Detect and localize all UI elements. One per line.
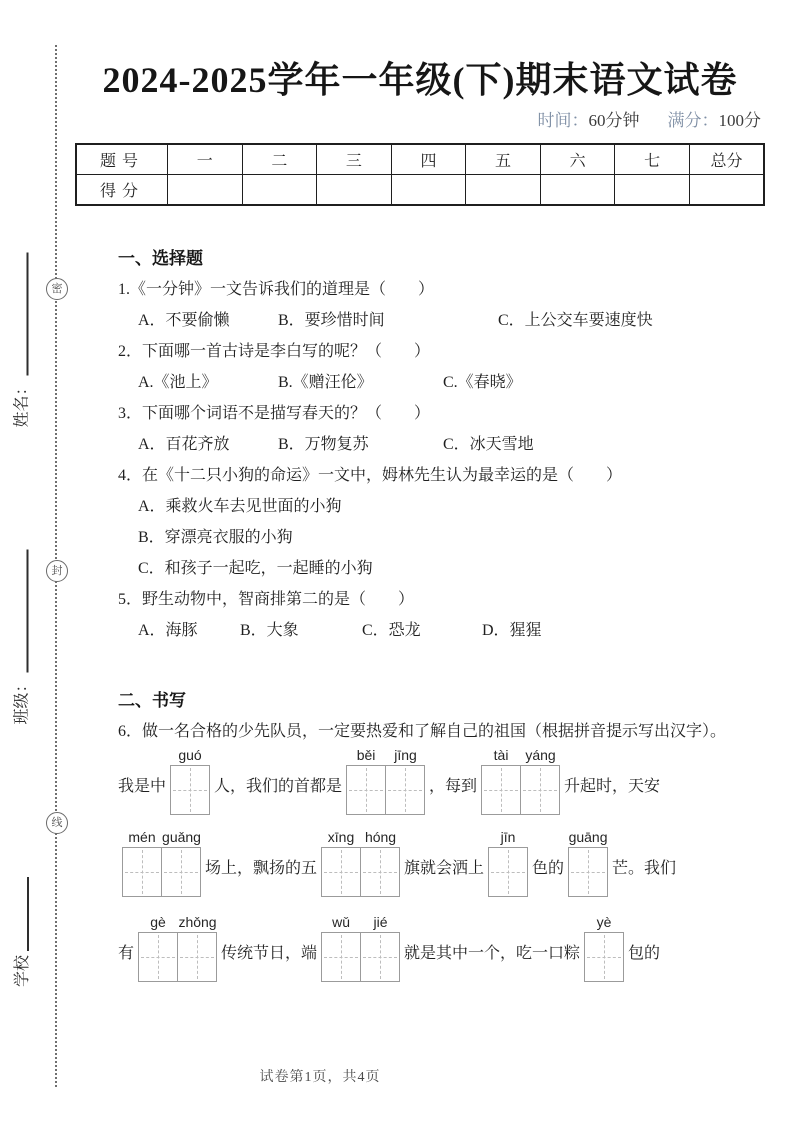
writing-line-text: 包的 — [628, 944, 661, 962]
score-row-label-cell: 得分 — [76, 174, 168, 205]
fullscore-value: 100分 — [718, 110, 761, 130]
question-6-stem: 6．做一名合格的少先队员，一定要热爱和了解自己的祖国（根据拼音提示写出汉字）。 — [118, 722, 727, 740]
writing-box — [481, 765, 521, 815]
writing-box-group — [481, 747, 560, 815]
name-field — [9, 253, 31, 428]
section2-heading: 二、书写 — [118, 690, 186, 710]
writing-box — [161, 847, 201, 897]
question-5-options — [138, 613, 765, 644]
pinyin-label: gè — [150, 913, 166, 930]
time-value: 60分钟 — [588, 110, 640, 130]
pinyin-label: guāng — [568, 828, 608, 845]
pinyin-label: jié — [373, 913, 388, 930]
writing-line-text: 有 — [118, 944, 135, 962]
time-label: 时间： — [537, 110, 589, 130]
score-table-column-8: 总分 — [689, 144, 764, 175]
writing-box-unit — [346, 747, 386, 815]
score-table-column-4: 四 — [391, 144, 466, 175]
school-blank-line — [12, 877, 29, 951]
seal-mark-xian: 线 — [46, 812, 68, 834]
pinyin-label: xīng — [327, 828, 355, 845]
writing-box — [321, 847, 361, 897]
writing-box — [584, 932, 624, 982]
seal-mark-mi: 密 — [46, 278, 68, 300]
question-1-option-1: A．不要偷懒 — [138, 311, 230, 329]
score-table-column-1: 一 — [168, 144, 243, 175]
pinyin-label: mén — [128, 828, 156, 845]
writing-box-group — [122, 829, 201, 897]
writing-box — [122, 847, 162, 897]
question-4-option-1: A．乘救火车去见世面的小狗 — [138, 497, 342, 515]
score-table-column-3: 三 — [317, 144, 392, 175]
writing-box — [568, 847, 608, 897]
writing-box-group — [321, 914, 400, 982]
writing-box — [488, 847, 528, 897]
pinyin-writing-area — [75, 747, 765, 982]
score-table-corner-cell: 题号 — [76, 144, 168, 175]
pinyin-label: zhǒng — [178, 913, 217, 930]
seal-mark-feng: 封 — [46, 560, 68, 582]
score-cell-3 — [317, 174, 392, 205]
writing-line-text: 就是其中一个，吃一口粽 — [404, 944, 581, 962]
writing-line-text: 升起时，天安 — [564, 777, 661, 795]
writing-box — [177, 932, 217, 982]
score-cell-1 — [168, 174, 243, 205]
writing-box-group — [321, 829, 400, 897]
score-table-column-7: 七 — [615, 144, 690, 175]
question-4-stem: 4．在《十二只小狗的命运》一文中，姆林先生认为最幸运的是（ ） — [118, 466, 623, 484]
pinyin-label: hóng — [364, 828, 397, 845]
writing-box-unit — [386, 747, 425, 815]
writing-box-unit — [361, 829, 400, 897]
question-1-option-2: B．要珍惜时间 — [278, 311, 385, 329]
score-cell-7 — [615, 174, 690, 205]
question-5-option-4: D．猩猩 — [482, 621, 542, 639]
pinyin-label: guó — [178, 746, 202, 763]
page-title: 2024-2025学年一年级(下)期末语文试卷 — [102, 60, 738, 100]
pinyin-label: wǔ — [332, 913, 350, 930]
writing-box — [520, 765, 560, 815]
writing-box-unit — [584, 914, 624, 982]
question-5-stem: 5．野生动物中，智商排第二的是（ ） — [118, 590, 415, 608]
question-4-option-2: B．穿漂亮衣服的小狗 — [138, 528, 293, 546]
question-3-option-1: A．百花齐放 — [138, 435, 230, 453]
question-2-option-2: B.《赠汪伦》 — [278, 373, 373, 391]
pinyin-label: tài — [493, 746, 509, 763]
exam-page — [75, 0, 765, 982]
question-3-stem: 3．下面哪个词语不是描写春天的？（ ） — [118, 404, 431, 422]
writing-line-2 — [118, 829, 765, 897]
section1-heading: 一、选择题 — [118, 248, 203, 268]
question-3-option-2: B．万物复苏 — [278, 435, 369, 453]
writing-box-unit — [178, 914, 217, 982]
writing-box — [321, 932, 361, 982]
writing-box-unit — [488, 829, 528, 897]
class-blank-line — [11, 550, 28, 673]
question-2-option-1: A.《池上》 — [138, 373, 218, 391]
question-5-option-1: A．海豚 — [138, 621, 198, 639]
question-1-options — [138, 303, 765, 334]
score-table-column-2: 二 — [242, 144, 317, 175]
writing-box — [170, 765, 210, 815]
school-label: 学校 — [13, 954, 31, 987]
writing-line-text: 色的 — [532, 859, 565, 877]
score-table-header-row — [76, 144, 764, 175]
class-field — [9, 550, 31, 725]
writing-box-group — [488, 829, 528, 897]
score-table-column-6: 六 — [540, 144, 615, 175]
multiple-choice-questions — [75, 272, 765, 644]
writing-box-unit — [361, 914, 400, 982]
score-cell-8 — [689, 174, 764, 205]
writing-box — [360, 847, 400, 897]
writing-box-unit — [481, 747, 521, 815]
writing-box-group — [568, 829, 608, 897]
writing-box — [385, 765, 425, 815]
question-3-options — [138, 427, 765, 458]
writing-box-unit — [321, 914, 361, 982]
writing-box-group — [584, 914, 624, 982]
exam-meta — [75, 106, 765, 131]
class-label: 班级： — [13, 676, 30, 725]
writing-line-text: 旗就会洒上 — [404, 859, 485, 877]
writing-box-unit — [568, 829, 608, 897]
score-cell-2 — [242, 174, 317, 205]
question-5-option-3: C．恐龙 — [362, 621, 421, 639]
score-table-column-5: 五 — [466, 144, 541, 175]
name-label: 姓名： — [13, 379, 30, 428]
writing-line-text: 场上，飘扬的五 — [205, 859, 318, 877]
writing-box-unit — [321, 829, 361, 897]
pinyin-label: guǎng — [162, 828, 201, 845]
question-2-options — [138, 365, 765, 396]
writing-box-group — [138, 914, 217, 982]
writing-line-text: ，每到 — [429, 777, 478, 795]
score-cell-4 — [391, 174, 466, 205]
question-5-option-2: B．大象 — [240, 621, 299, 639]
pinyin-label: yè — [596, 913, 612, 930]
writing-box-unit — [162, 829, 201, 897]
score-cell-5 — [466, 174, 541, 205]
writing-box — [346, 765, 386, 815]
writing-box-group — [170, 747, 210, 815]
pinyin-label: jīn — [500, 828, 516, 845]
question-4-option-3: C．和孩子一起吃，一起睡的小狗 — [138, 559, 373, 577]
writing-line-text: 芒。我们 — [612, 859, 677, 877]
writing-line-text: 传统节日，端 — [221, 944, 318, 962]
page-footer: 试卷第1页，共4页 — [259, 1070, 381, 1085]
fullscore-label: 满分： — [667, 110, 719, 130]
question-2-stem: 2．下面哪一首古诗是李白写的呢？（ ） — [118, 342, 431, 360]
writing-box-unit — [521, 747, 560, 815]
question-2-option-3: C.《春晓》 — [443, 373, 522, 391]
pinyin-label: yáng — [525, 746, 556, 763]
writing-box — [138, 932, 178, 982]
writing-box-unit — [122, 829, 162, 897]
name-blank-line — [11, 253, 28, 376]
writing-box-unit — [170, 747, 210, 815]
question-1-option-3: C．上公交车要速度快 — [498, 311, 653, 329]
writing-line-1 — [118, 747, 765, 815]
question-1-stem: 1.《一分钟》一文告诉我们的道理是（ ） — [118, 280, 435, 298]
question-3-option-3: C．冰天雪地 — [443, 435, 534, 453]
writing-box-unit — [138, 914, 178, 982]
writing-box — [360, 932, 400, 982]
score-table — [75, 143, 765, 206]
writing-box-group — [346, 747, 425, 815]
school-field — [9, 877, 31, 987]
writing-line-text: 我是中 — [118, 777, 167, 795]
pinyin-label: jīng — [394, 746, 417, 763]
writing-line-3 — [118, 914, 765, 982]
writing-line-text: 人，我们的首都是 — [214, 777, 343, 795]
score-cell-6 — [540, 174, 615, 205]
score-table-score-row — [76, 174, 764, 205]
pinyin-label: běi — [356, 746, 376, 763]
